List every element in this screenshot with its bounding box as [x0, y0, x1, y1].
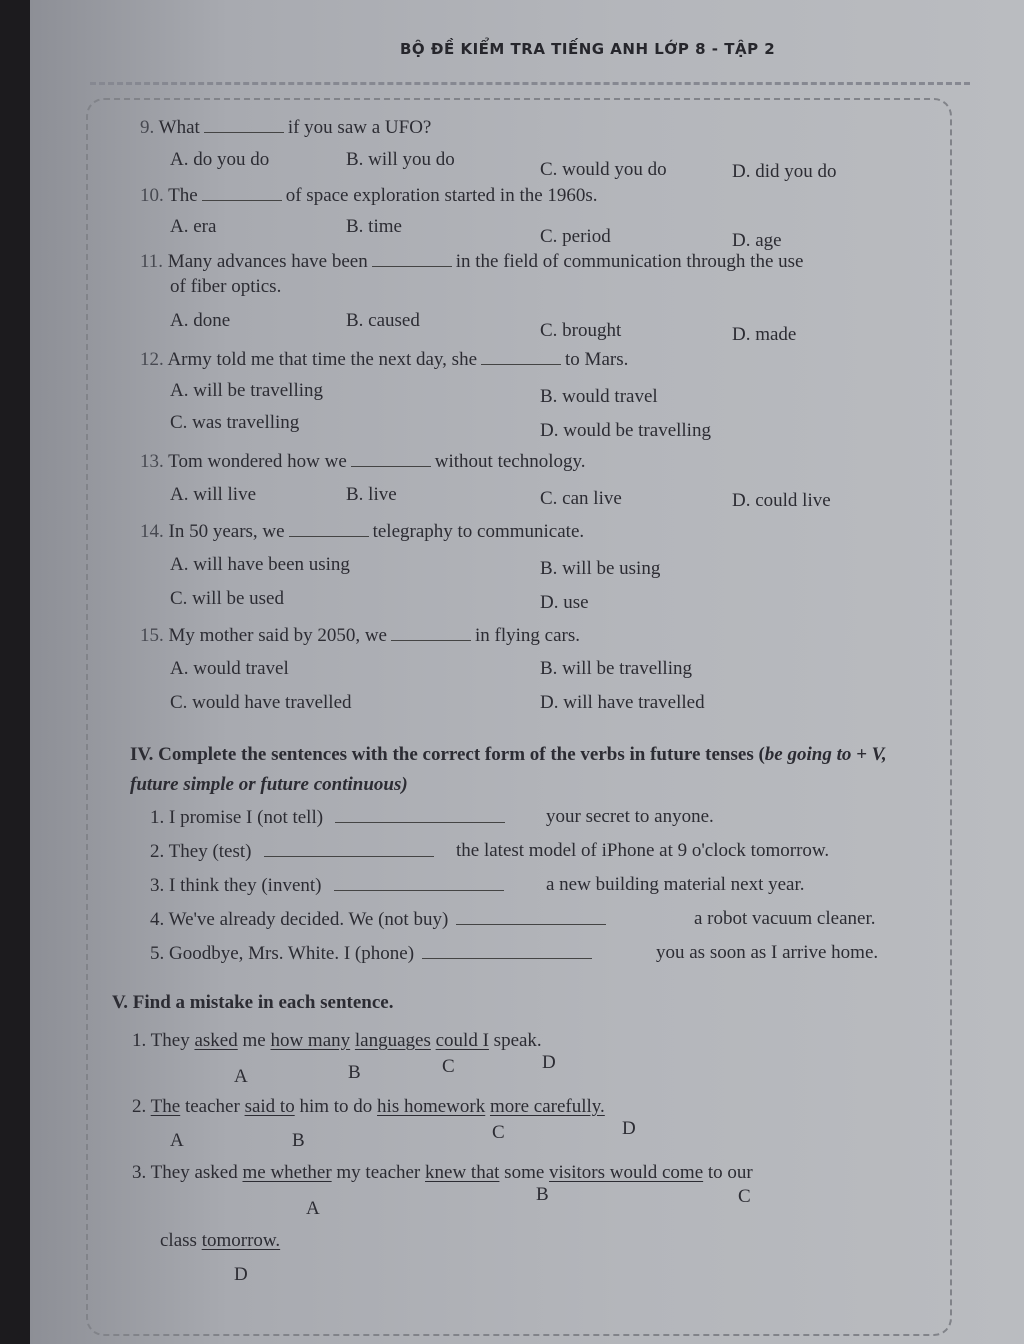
item-prompt: 2. They (test) — [150, 841, 252, 862]
underlined-part-b[interactable]: said to — [244, 1096, 295, 1117]
question-text: My mother said by 2050, we — [168, 625, 387, 646]
question-11-continued — [110, 276, 950, 300]
sentence-word: They — [150, 1030, 190, 1051]
sentence-word: class — [160, 1230, 197, 1251]
item-text: your secret to anyone. — [546, 806, 714, 827]
option-c[interactable]: C. was travelling — [170, 412, 300, 433]
item-text: the latest model of iPhone at 9 o'clock tomorrow. — [456, 840, 830, 861]
option-a[interactable]: A. done — [170, 310, 231, 331]
label-d: D — [234, 1264, 248, 1285]
label-d: D — [542, 1052, 556, 1073]
section-4-title: IV. Complete the sentences with the correct form of the verbs in future tenses ( — [130, 744, 765, 765]
sentence-5-3 — [110, 1162, 950, 1186]
question-11 — [110, 250, 950, 274]
item-prompt: 4. We've already decided. We (not buy) — [150, 909, 449, 930]
underlined-part-d[interactable]: more carefully. — [489, 1096, 605, 1117]
exercise-content — [110, 104, 950, 1344]
option-d[interactable]: D. did you do — [732, 161, 837, 182]
section-5-title: V. Find a mistake in each sentence. — [112, 992, 394, 1013]
item-text: you as soon as I arrive home. — [656, 942, 879, 963]
answer-blank[interactable] — [456, 908, 606, 925]
option-b[interactable]: B. would travel — [540, 386, 658, 407]
question-number: 10. — [140, 185, 164, 206]
section-4-heading — [110, 740, 950, 794]
option-d[interactable]: D. will have travelled — [540, 692, 705, 713]
options-13 — [110, 484, 950, 511]
option-b[interactable]: B. time — [346, 216, 402, 237]
option-b[interactable]: B. live — [346, 484, 397, 505]
question-text: of space exploration started in the 1960s. — [285, 185, 598, 206]
option-d[interactable]: D. would be travelling — [540, 420, 711, 441]
label-c: C — [442, 1056, 455, 1077]
option-b[interactable]: B. will be travelling — [540, 658, 692, 679]
question-number: 14. — [140, 521, 164, 542]
question-number: 15. — [140, 625, 164, 646]
item-text: a new building material next year. — [546, 874, 805, 895]
option-b[interactable]: B. will you do — [346, 149, 455, 170]
book-page — [30, 0, 1024, 1344]
question-number: 12. — [140, 349, 164, 370]
answer-blank[interactable] — [204, 116, 284, 133]
option-a[interactable]: A. would travel — [170, 658, 289, 679]
question-text: Many advances have been — [167, 251, 368, 272]
underlined-part-a[interactable]: me whether — [242, 1162, 332, 1183]
options-15-row1 — [110, 658, 950, 682]
option-a[interactable]: A. will be travelling — [170, 380, 324, 401]
label-a: A — [170, 1130, 184, 1151]
underlined-part-a[interactable]: The — [150, 1096, 181, 1117]
option-b[interactable]: B. will be using — [540, 558, 661, 579]
item-4-1 — [110, 806, 950, 830]
option-c[interactable]: C. can live — [540, 488, 622, 509]
sentence-word: some — [504, 1162, 545, 1183]
options-11 — [110, 310, 950, 345]
question-9 — [110, 116, 950, 140]
options-10 — [110, 216, 950, 251]
question-text: The — [168, 185, 198, 206]
item-4-2 — [110, 840, 950, 864]
answer-blank[interactable] — [422, 942, 592, 959]
question-number: 11. — [140, 251, 164, 272]
option-d[interactable]: D. made — [732, 324, 797, 345]
item-text: a robot vacuum cleaner. — [694, 908, 876, 929]
answer-blank[interactable] — [372, 250, 452, 267]
item-4-5 — [110, 942, 950, 966]
question-text: if you saw a UFO? — [287, 117, 432, 138]
label-b: B — [536, 1184, 549, 1205]
question-text: to Mars. — [565, 349, 629, 370]
label-b: B — [292, 1130, 305, 1151]
underlined-part-a[interactable]: asked — [194, 1030, 238, 1051]
option-c[interactable]: C. would you do — [540, 159, 667, 180]
question-number: 13. — [140, 451, 164, 472]
underlined-part-d[interactable]: tomorrow. — [201, 1230, 281, 1251]
sentence-5-2 — [110, 1096, 950, 1120]
item-4-4 — [110, 908, 950, 932]
option-d[interactable]: D. could live — [732, 490, 831, 511]
running-header: BỘ ĐỀ KIỂM TRA TIẾNG ANH LỚP 8 - TẬP 2 — [400, 40, 776, 58]
question-text: without technology. — [434, 451, 586, 472]
options-14-row2 — [110, 588, 950, 612]
option-c[interactable]: C. brought — [540, 320, 622, 341]
option-c[interactable]: C. will be used — [170, 588, 284, 609]
underlined-part-b[interactable]: how many — [270, 1030, 351, 1051]
question-text: telegraphy to communicate. — [372, 521, 585, 542]
question-text: of fiber optics. — [170, 276, 282, 297]
question-10 — [110, 184, 950, 208]
option-c[interactable]: C. would have travelled — [170, 692, 352, 713]
question-14 — [110, 520, 950, 544]
sentence-word: me — [242, 1030, 266, 1051]
item-4-3 — [110, 874, 950, 898]
underlined-part-c[interactable]: languages — [354, 1030, 431, 1051]
sentence-number: 3. — [132, 1162, 147, 1183]
option-d[interactable]: D. use — [540, 592, 589, 613]
answer-blank[interactable] — [202, 184, 282, 201]
answer-blank[interactable] — [351, 450, 431, 467]
label-c: C — [492, 1122, 505, 1143]
options-12-row2 — [110, 412, 950, 441]
item-prompt: 1. I promise I (not tell) — [150, 807, 324, 828]
option-c[interactable]: C. period — [540, 226, 611, 247]
option-a[interactable]: A. era — [170, 216, 217, 237]
sentence-word: They asked — [150, 1162, 238, 1183]
label-a: A — [234, 1066, 248, 1087]
section-4-title-italic: be going to + V, future simple or future continuous) — [130, 744, 887, 795]
sentence-word: my teacher — [336, 1162, 421, 1183]
sentence-word: speak. — [493, 1030, 542, 1051]
answer-blank[interactable] — [391, 624, 471, 641]
label-d: D — [622, 1118, 636, 1139]
option-b[interactable]: B. caused — [346, 310, 420, 331]
option-d[interactable]: D. age — [732, 230, 782, 251]
answer-blank[interactable] — [335, 806, 505, 823]
label-b: B — [348, 1062, 361, 1083]
answer-blank[interactable] — [289, 520, 369, 537]
underlined-part-b[interactable]: knew that — [425, 1162, 500, 1183]
options-12-row1 — [110, 380, 950, 407]
sentence-5-3-continued — [110, 1230, 950, 1254]
section-5-heading — [110, 992, 950, 1016]
question-text: Tom wondered how we — [168, 451, 347, 472]
options-15-row2 — [110, 692, 950, 716]
question-text: What — [158, 117, 200, 138]
question-text: in the field of communication through the use — [455, 251, 804, 272]
sentence-word: him to do — [299, 1096, 373, 1117]
answer-blank[interactable] — [334, 874, 504, 891]
question-text: In 50 years, we — [168, 521, 285, 542]
top-dashed-rule — [90, 82, 970, 85]
answer-blank[interactable] — [481, 348, 561, 365]
sentence-word: teacher — [184, 1096, 240, 1117]
option-a[interactable]: A. will have been using — [170, 554, 350, 575]
item-prompt: 3. I think they (invent) — [150, 875, 322, 896]
label-c: C — [738, 1186, 751, 1207]
sentence-5-1 — [110, 1030, 950, 1054]
question-text: Army told me that time the next day, she — [167, 349, 478, 370]
question-12 — [110, 348, 950, 372]
underlined-part-d[interactable]: could I — [435, 1030, 489, 1051]
options-9 — [110, 149, 950, 182]
underlined-part-c[interactable]: visitors would come — [549, 1162, 704, 1183]
item-prompt: 5. Goodbye, Mrs. White. I (phone) — [150, 943, 415, 964]
question-text: in flying cars. — [474, 625, 580, 646]
question-15 — [110, 624, 950, 648]
question-13 — [110, 450, 950, 474]
sentence-word: to our — [707, 1162, 753, 1183]
question-number: 9. — [140, 117, 155, 138]
option-a[interactable]: A. do you do — [170, 149, 270, 170]
answer-blank[interactable] — [264, 840, 434, 857]
underlined-part-c[interactable]: his homework — [377, 1096, 486, 1117]
options-14-row1 — [110, 554, 950, 578]
sentence-number: 2. — [132, 1096, 147, 1117]
option-a[interactable]: A. will live — [170, 484, 257, 505]
label-a: A — [306, 1198, 320, 1219]
sentence-number: 1. — [132, 1030, 147, 1051]
